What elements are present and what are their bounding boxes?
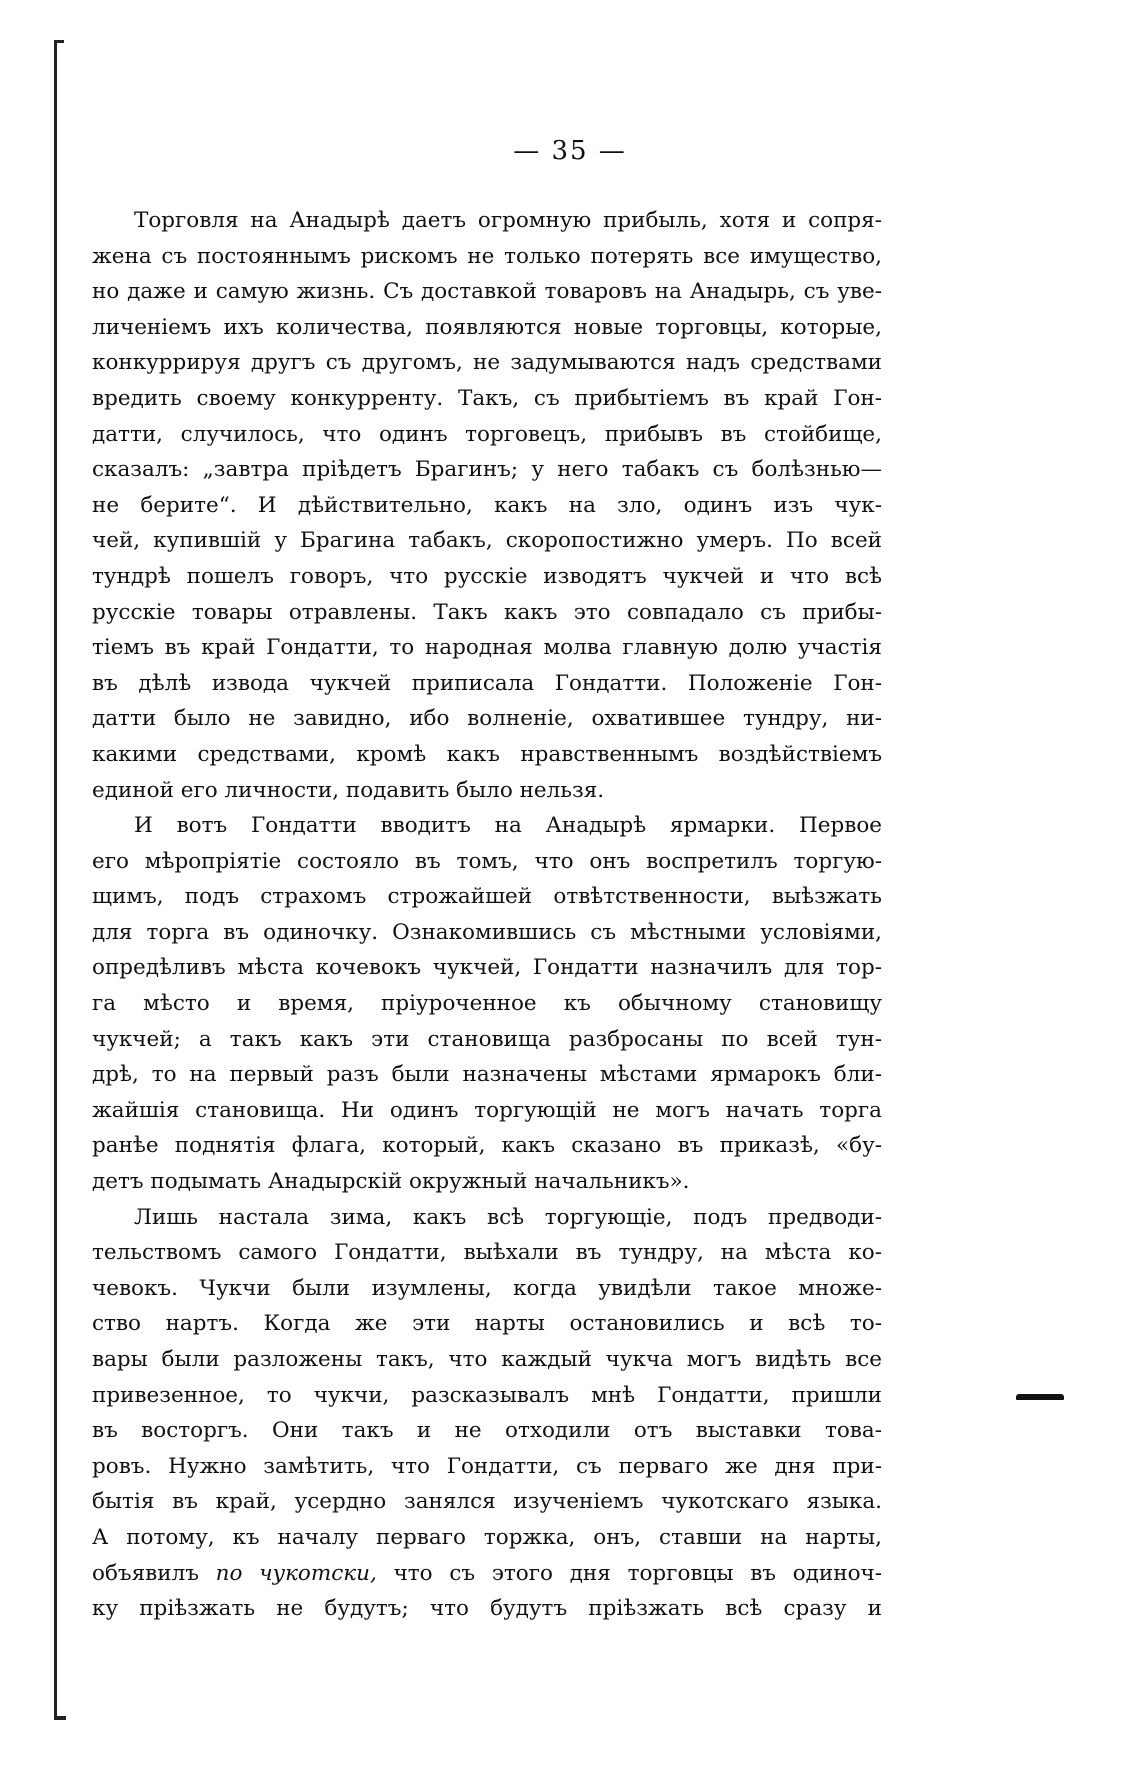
text-line: ранѣе поднятiя флага, который, какъ сказано въ приказѣ, «бу- (92, 1133, 882, 1159)
text-line: И вотъ Гондатти вводитъ на Анадырѣ ярмарки. Первое (134, 813, 882, 839)
text-line: чукчей; а такъ какъ эти становища разбросаны по всей тун- (92, 1026, 882, 1052)
text-line: русскiе товары отравлены. Такъ какъ это совпадало съ прибы- (92, 599, 882, 625)
text-line: какими средствами, кромѣ какъ нравственнымъ воздѣйствiемъ (92, 741, 882, 767)
text-line: А потому, къ началу перваго торжка, онъ, ставши на нарты, (92, 1524, 882, 1550)
text-line: жена съ постояннымъ рискомъ не только потерять все имущество, (92, 243, 882, 269)
text-line: тiемъ въ край Гондатти, то народная молва главную долю участiя (92, 635, 882, 661)
text-line: не берите“. И дѣйствительно, какъ на зло, одинъ изъ чук- (92, 492, 882, 518)
scan-left-edge (54, 40, 57, 1720)
text-line: его мѣропрiятiе состояло въ томъ, что онъ воспретилъ торгую- (92, 848, 882, 874)
paragraph-3 (92, 1200, 882, 1627)
text-line: Лишь настала зима, какъ всѣ торгующiе, подъ предводи- (134, 1204, 882, 1230)
paragraph-2 (92, 808, 882, 1200)
text-line (92, 1556, 882, 1592)
text-line: датти, случилось, что одинъ торговецъ, прибывъ въ стойбище, (92, 421, 882, 447)
text-line: детъ подымать Анадырскiй окружный начальникъ». (92, 1169, 690, 1195)
text-line: личенiемъ ихъ количества, появляются новые торговцы, которые, (92, 314, 882, 340)
text-line: но даже и самую жизнь. Съ доставкой товаровъ на Анадырь, съ уве- (92, 279, 882, 305)
text-line: привезенное, то чукчи, разсказывалъ мнѣ Гондатти, пришли (92, 1382, 882, 1408)
text-span: объявилъ (92, 1560, 216, 1586)
text-line: вары были разложены такъ, что каждый чукча могъ видѣть все (92, 1347, 882, 1372)
text-line: вредить своему конкурренту. Такъ, съ прибытiемъ въ край Гон- (92, 385, 882, 411)
text-line: чей, купившiй у Брагина табакъ, скоропостижно умеръ. По всей (92, 528, 882, 554)
scan-bottom-edge (54, 1716, 66, 1720)
text-line: бытiя въ край, усердно занялся изученiемъ чукотскаго языка. (92, 1489, 882, 1515)
page-number: — 35 — (513, 136, 627, 166)
text-line: опредѣливъ мѣста кочевокъ чукчей, Гондатти назначилъ для тор- (92, 955, 882, 981)
italic-phrase: по чукотски, (215, 1560, 377, 1586)
text-line: чевокъ. Чукчи были изумлены, когда увидѣли такое множе- (92, 1275, 882, 1301)
text-span: что съ этого дня торговцы въ одиноч- (376, 1560, 882, 1586)
text-line: дрѣ, то на первый разъ были назначены мѣстами ярмарокъ бли- (92, 1062, 882, 1088)
text-line: въ восторгъ. Они такъ и не отходили отъ выставки това- (92, 1418, 882, 1444)
text-line: Торговля на Анадырѣ даетъ огромную прибыль, хотя и сопря- (134, 208, 882, 233)
page-text (92, 203, 882, 1627)
paragraph-1 (92, 203, 882, 808)
text-line: тельствомъ самого Гондатти, выѣхали въ тундру, на мѣста ко- (92, 1240, 882, 1266)
text-line: тундрѣ пошелъ говоръ, что русскiе изводятъ чукчей и что всѣ (92, 563, 882, 589)
text-line: ровъ. Нужно замѣтить, что Гондатти, съ перваго же дня при- (92, 1453, 882, 1479)
text-line: датти было не завидно, ибо волненiе, охватившее тундру, ни- (92, 706, 882, 732)
text-line: жайшiя становища. Ни одинъ торгующiй не могъ начать торга (92, 1097, 882, 1123)
text-line: конкуррируя другъ съ другомъ, не задумываются надъ средствами (92, 350, 882, 376)
text-line: сказалъ: „завтра прiѣдетъ Брагинъ; у него табакъ съ болѣзнью— (92, 457, 882, 483)
text-line: въ дѣлѣ извода чукчей приписала Гондатти. Положенiе Гон- (92, 670, 882, 696)
text-line: щимъ, подъ страхомъ строжайшей отвѣтственности, выѣзжать (92, 884, 882, 910)
text-line: га мѣсто и время, прiуроченное къ обычному становищу (92, 991, 882, 1017)
margin-ink-mark (1016, 1394, 1064, 1400)
scan-top-edge (54, 40, 64, 43)
text-line: ство нартъ. Когда же эти нарты остановились и всѣ то- (92, 1311, 882, 1337)
text-line: ку прiѣзжать не будутъ; что будутъ прiѣзжать всѣ сразу и (92, 1596, 882, 1622)
text-line: для торга въ одиночку. Ознакомившись съ мѣстными условiями, (92, 919, 882, 945)
text-line: единой его личности, подавить было нельзя. (92, 777, 605, 803)
